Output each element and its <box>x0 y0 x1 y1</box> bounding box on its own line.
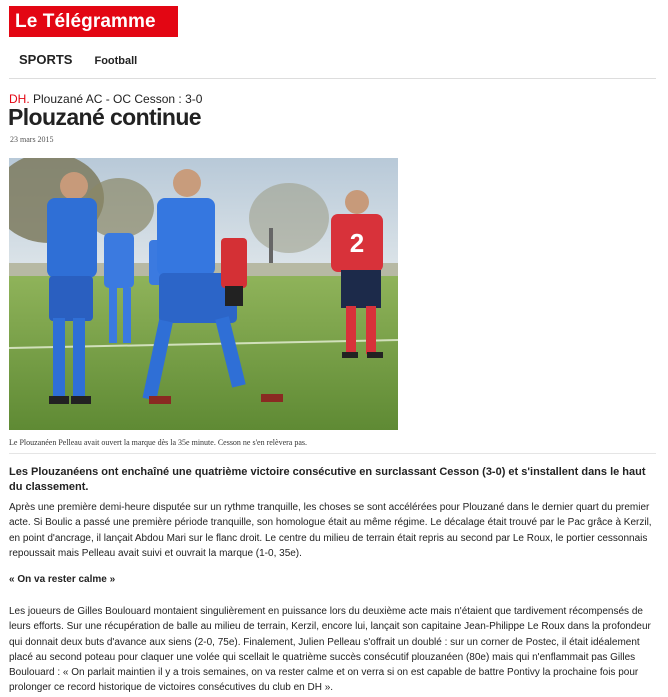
section-nav <box>19 52 137 72</box>
article-lead: Les Plouzanéens ont enchaîné une quatrième victoire consécutive en surclassant Cesson (3-0) et s'installent dans le haut du classement. <box>9 466 646 493</box>
football-match-illustration <box>9 158 398 430</box>
nav-link-football[interactable]: Football <box>94 55 138 67</box>
article-title: Plouzané continue <box>8 104 201 130</box>
site-logo[interactable]: Le Télégramme <box>9 6 178 37</box>
article-photo[interactable] <box>9 158 398 430</box>
kicker-tag: DH. <box>9 92 30 106</box>
nav-link-sports[interactable]: SPORTS <box>19 52 73 67</box>
svg-text:2: 2 <box>349 228 365 258</box>
article-paragraph: Après une première demi-heure disputée sur un rythme tranquille, les choses se sont accélérées pour Plouzané dans le dernier quart du premier acte. Si Boulic a passé une première période tranquille, son homologue était au même régime. Le décalage était trouvé par le Pac grâce à Kerzil, en point d'ancrage, il lançait Abdou Mari sur le flanc droit. Le centre du milieu de terrain était repris au second par Le Roux, le portier cessonnais repoussait mais Pelleau avait suivi et ouvrait la marque (1-0, 35e). <box>9 502 652 559</box>
caption-divider <box>9 453 656 454</box>
photo-caption: Le Plouzanéen Pelleau avait ouvert la marque dès la 35e minute. Cesson ne s'en relèvera pas. <box>9 438 307 447</box>
article-subheading: « On va rester calme » <box>9 574 116 585</box>
nav-divider <box>9 78 656 79</box>
article-date: 23 mars 2015 <box>10 135 54 144</box>
article-paragraph: Les joueurs de Gilles Boulouard montaient singulièrement en puissance lors du deuxième acte mais n'étaient que tardivement récompensés de leurs efforts. Sur une récupération de balle au milieu de terrain, Kerzil, encore lui, lançait son capitaine Jean-Philippe Le Roux dans la profondeur qui donnait deux buts d'avance aux siens (2-0, 75e). Finalement, Julien Pelleau s'offrait un doublé : sur un corner de Postec, il était idéalement placé au second poteau pour claquer une volée qui scellait le quatrième succès consécutif plouzanéen (80e) mais qui n'enflammait pas Gilles Boulouard : « On parlait maintien il y a trois semaines, on va rester calme et on verra si on est capable de battre Pontivy la prochaine fois pour prolonger ce record historique de victoires consécutives du club en DH ». <box>9 606 651 694</box>
kicker-text: Plouzané AC - OC Cesson : 3-0 <box>29 92 203 106</box>
